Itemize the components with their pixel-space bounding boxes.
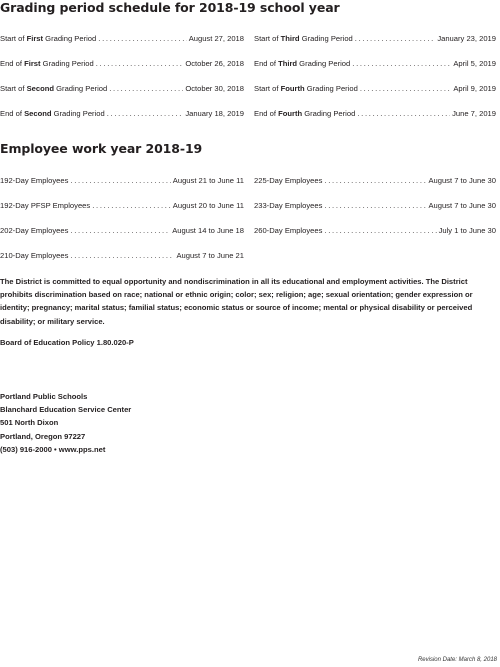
employee-range: August 21 to June 11 bbox=[172, 176, 244, 185]
dot-leader bbox=[96, 59, 184, 69]
address-line-organization: Portland Public Schools bbox=[0, 392, 88, 401]
board-policy-reference: Board of Education Policy 1.80.020-P bbox=[0, 338, 134, 347]
dot-leader bbox=[324, 201, 426, 211]
dot-leader bbox=[357, 109, 450, 119]
grading-date: April 9, 2019 bbox=[453, 84, 496, 93]
dot-leader bbox=[98, 34, 186, 44]
dot-leader bbox=[324, 176, 426, 186]
grading-date: January 18, 2019 bbox=[185, 109, 244, 118]
grading-date: October 26, 2018 bbox=[185, 59, 244, 68]
grading-date: June 7, 2019 bbox=[452, 109, 496, 118]
grading-row-end-first: End of First Grading Period . . . October 26, 2018 bbox=[0, 59, 244, 69]
grading-row-end-third: End of Third Grading Period . . . April 5, 2019 bbox=[254, 59, 496, 69]
grading-row-end-second: End of Second Grading Period . . . January 18, 2019 bbox=[0, 109, 244, 119]
employee-range: July 1 to June 30 bbox=[438, 226, 496, 235]
dot-leader bbox=[324, 226, 436, 236]
grading-date: August 27, 2018 bbox=[188, 34, 244, 43]
employee-row-202-day: 202-Day Employees . . . August 14 to June 18 bbox=[0, 226, 244, 236]
employee-row-192-day-pfsp: 192-Day PFSP Employees . . . August 20 to June 11 bbox=[0, 201, 244, 211]
grading-date: April 5, 2019 bbox=[453, 59, 496, 68]
grading-row-start-second: Start of Second Grading Period . . . October 30, 2018 bbox=[0, 84, 244, 94]
district-address-block bbox=[0, 390, 131, 456]
employee-range: August 7 to June 30 bbox=[428, 176, 496, 185]
employee-work-year-heading: Employee work year 2018-19 bbox=[0, 141, 203, 156]
dot-leader bbox=[70, 226, 170, 236]
employee-row-192-day: 192-Day Employees . . . August 21 to June 11 bbox=[0, 176, 244, 186]
dot-leader bbox=[352, 59, 451, 69]
address-line-contact: (503) 916-2000 • www.pps.net bbox=[0, 444, 106, 454]
dot-leader bbox=[70, 176, 170, 186]
grading-row-start-first: Start of First Grading Period . . . August 27, 2018 bbox=[0, 34, 244, 44]
dot-leader bbox=[70, 251, 174, 261]
grading-row-start-fourth: Start of Fourth Grading Period . . . April 9, 2019 bbox=[254, 84, 496, 94]
employee-row-233-day: 233-Day Employees . . . August 7 to June 30 bbox=[254, 201, 496, 211]
dot-leader bbox=[92, 201, 171, 211]
dot-leader bbox=[355, 34, 436, 44]
nondiscrimination-statement: The District is committed to equal opportunity and nondiscrimination in all its educational and employment activities. The District prohibits discrimination based on race; national or ethnic origin; color; sex; religion; age; sexual orientation; gender expression or identity; pregnancy; marital status; familial status; economic status or source of income; mental or physical disability or perceived disability; or military service. bbox=[0, 277, 473, 326]
revision-date: Revision Date: March 8, 2018 bbox=[417, 657, 497, 663]
employee-row-225-day: 225-Day Employees . . . August 7 to June 30 bbox=[254, 176, 496, 186]
dot-leader bbox=[109, 84, 183, 94]
grading-date: October 30, 2018 bbox=[185, 84, 244, 93]
address-line-city: Portland, Oregon 97227 bbox=[0, 431, 86, 441]
address-line-building: Blanchard Education Service Center bbox=[0, 405, 132, 415]
employee-range: August 7 to June 30 bbox=[428, 201, 496, 210]
employee-range: August 20 to June 11 bbox=[172, 201, 244, 210]
grading-row-start-third: Start of Third Grading Period . . . January 23, 2019 bbox=[254, 34, 496, 44]
address-line-street: 501 North Dixon bbox=[0, 418, 59, 428]
dot-leader bbox=[107, 109, 184, 119]
employee-range: August 14 to June 18 bbox=[172, 226, 244, 235]
grading-date: January 23, 2019 bbox=[437, 34, 496, 43]
grading-schedule-heading: Grading period schedule for 2018-19 school year bbox=[0, 0, 340, 15]
employee-row-210-day: 210-Day Employees . . . August 7 to June 21 bbox=[0, 251, 244, 261]
employee-range: August 7 to June 21 bbox=[176, 251, 244, 260]
employee-row-260-day: 260-Day Employees . . . July 1 to June 30 bbox=[254, 226, 496, 236]
dot-leader bbox=[360, 84, 452, 94]
grading-row-end-fourth: End of Fourth Grading Period . . . June 7, 2019 bbox=[254, 109, 496, 119]
